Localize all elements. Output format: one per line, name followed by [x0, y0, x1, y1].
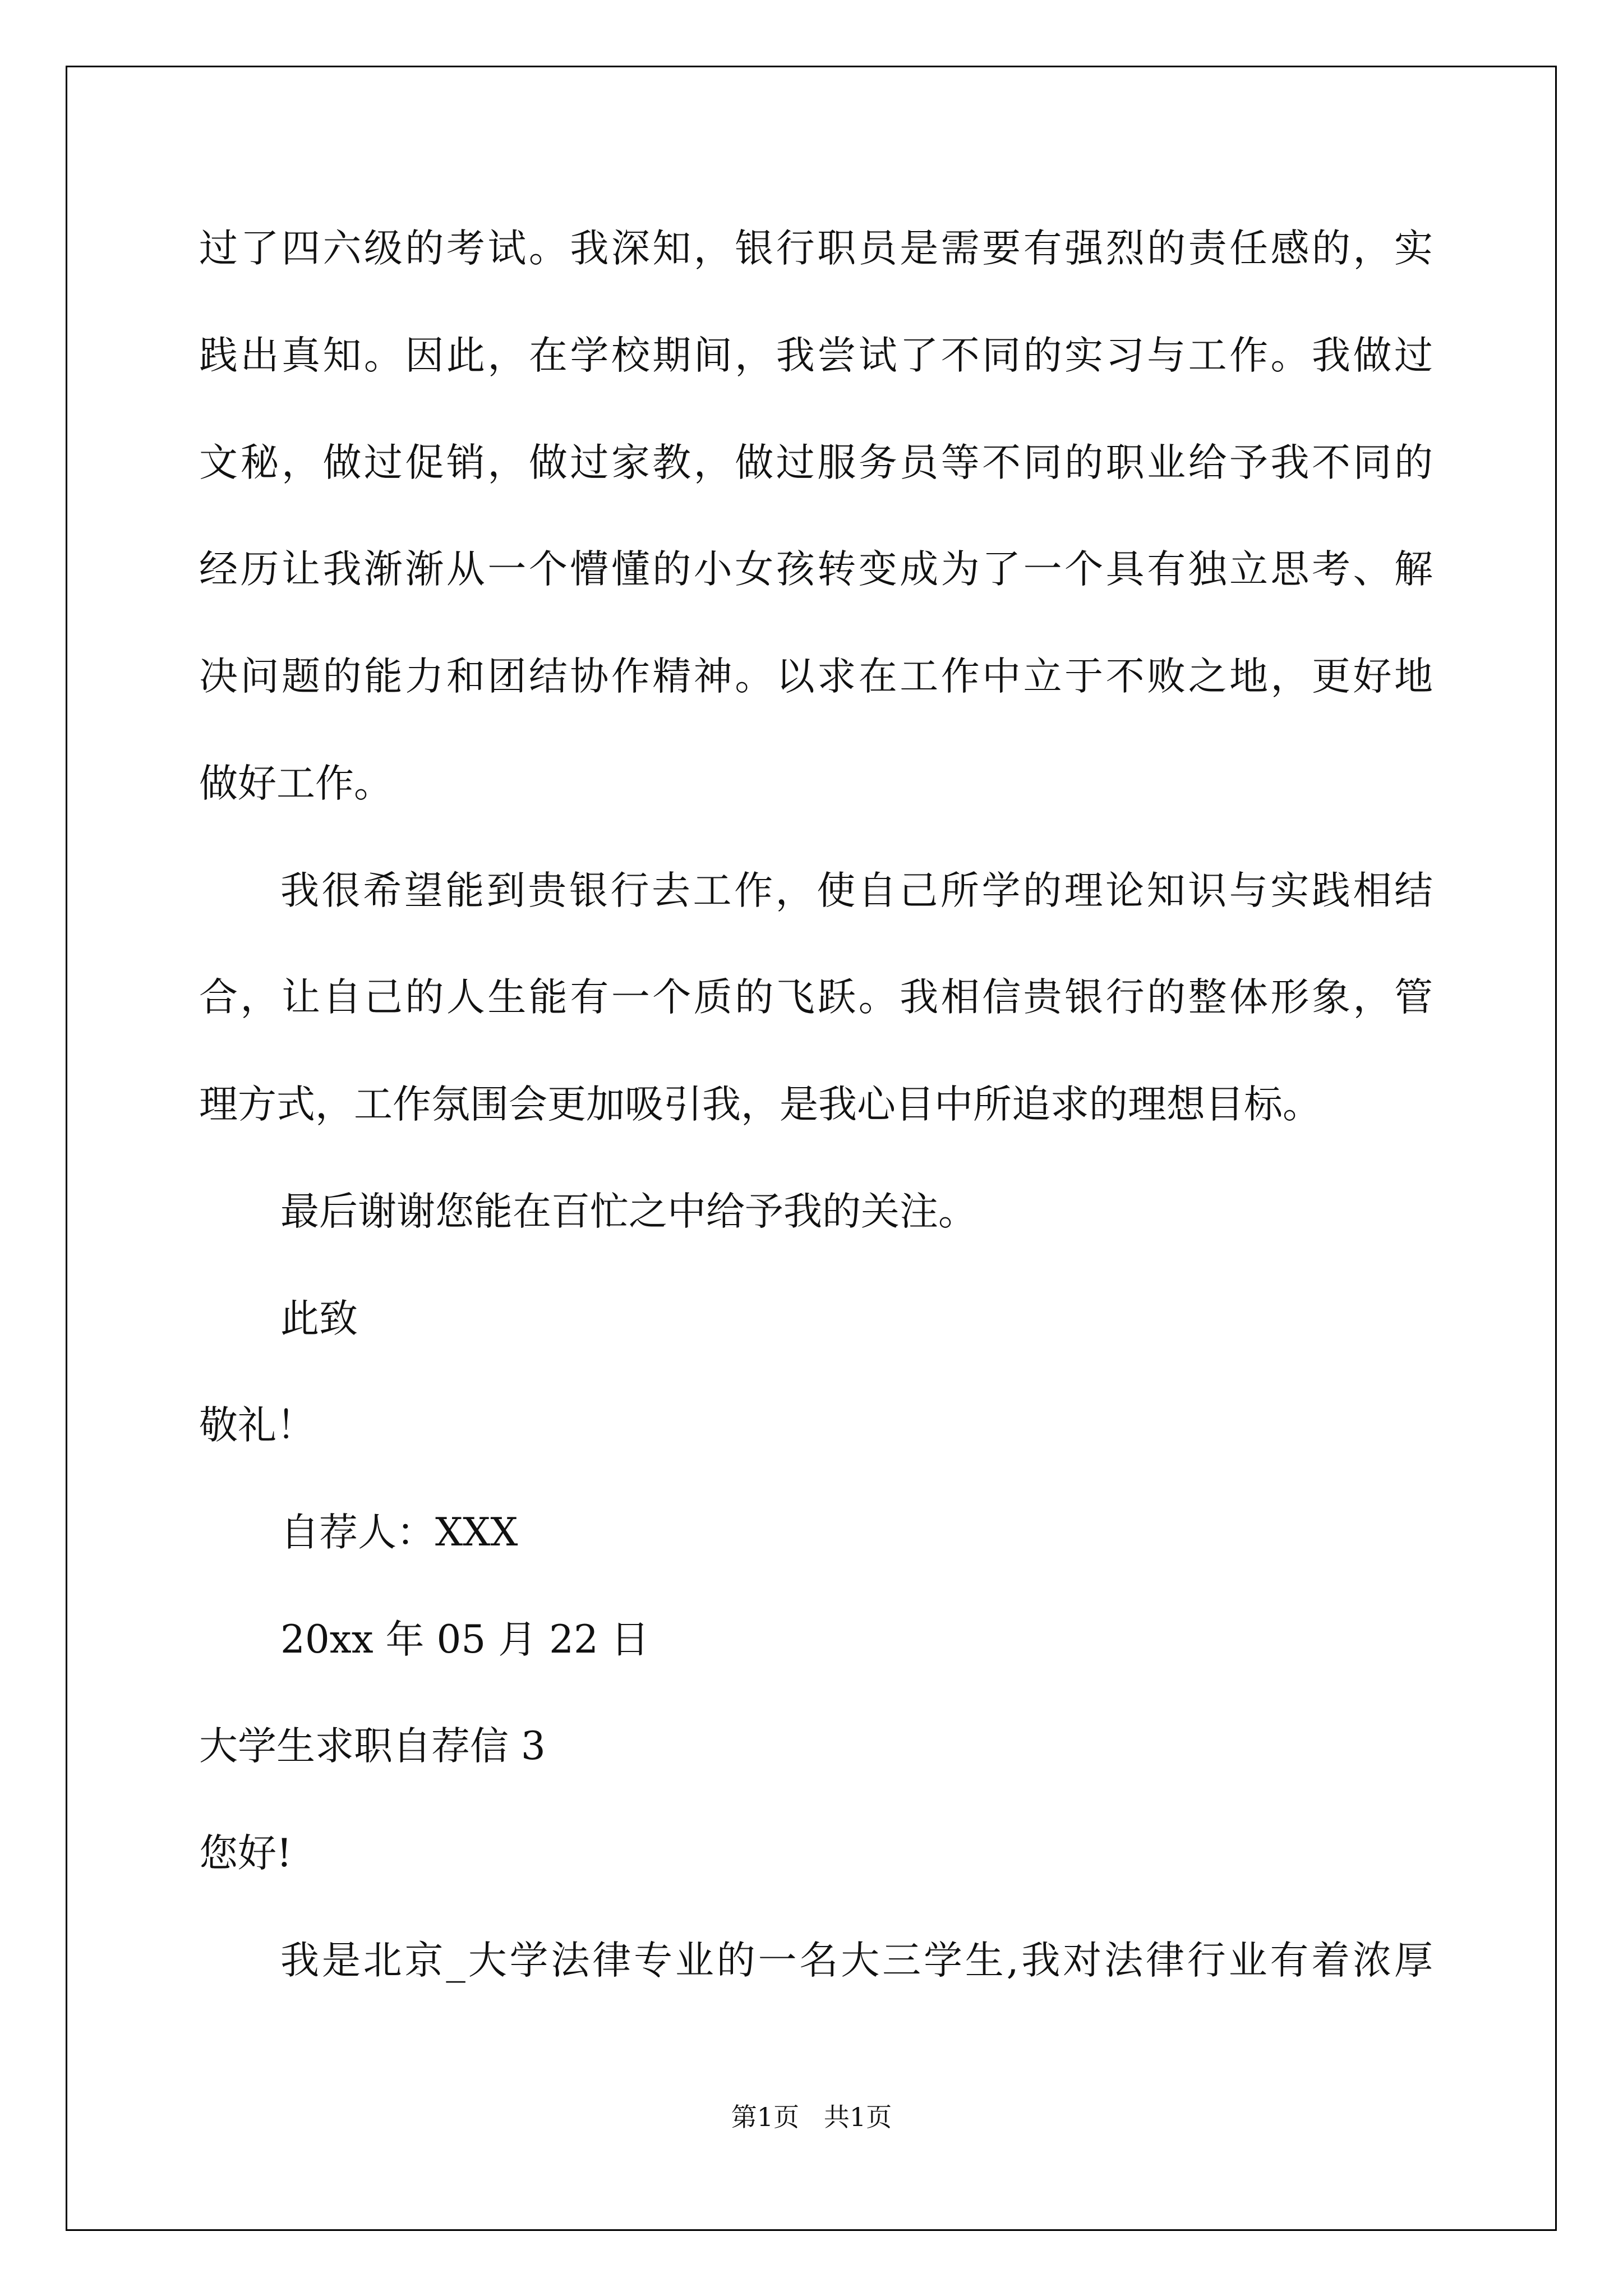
paragraph-line: 我很希望能到贵银行去工作，使自己所学的理论知识与实践相结 — [280, 868, 1433, 913]
date-line: 20xx 年 05 月 22 日 — [280, 1617, 649, 1662]
paragraph-line: 理方式，工作氛围会更加吸引我，是我心目中所追求的理想目标。 — [199, 1082, 1321, 1127]
paragraph-line: 践出真知。因此，在学校期间，我尝试了不同的实习与工作。我做过 — [199, 333, 1433, 378]
paragraph-line: 经历让我渐渐从一个懵懂的小女孩转变成为了一个具有独立思考、解 — [199, 547, 1433, 592]
paragraph-line: 过了四六级的考试。我深知，银行职员是需要有强烈的责任感的，实 — [199, 226, 1433, 271]
paragraph-line: 合，让自己的人生能有一个质的飞跃。我相信贵银行的整体形象，管 — [199, 975, 1433, 1020]
signature-line: 自荐人：XXX — [280, 1510, 518, 1555]
greeting-line: 您好! — [199, 1831, 292, 1876]
paragraph-line: 文秘，做过促销，做过家教，做过服务员等不同的职业给予我不同的 — [199, 440, 1433, 485]
section-title: 大学生求职自荐信 3 — [199, 1724, 546, 1769]
paragraph-line: 我是北京_大学法律专业的一名大三学生,我对法律行业有着浓厚 — [280, 1938, 1433, 1983]
salutation-line: 敬礼！ — [199, 1403, 315, 1448]
paragraph-line: 决问题的能力和团结协作精神。以求在工作中立于不败之地，更好地 — [199, 654, 1433, 699]
page-border — [66, 66, 1557, 2231]
paragraph-line: 最后谢谢您能在百忙之中给予我的关注。 — [280, 1189, 977, 1234]
closing-line: 此致 — [280, 1296, 358, 1341]
page-footer: 第1页 共1页 — [731, 2102, 892, 2132]
paragraph-line: 做好工作。 — [199, 761, 393, 806]
